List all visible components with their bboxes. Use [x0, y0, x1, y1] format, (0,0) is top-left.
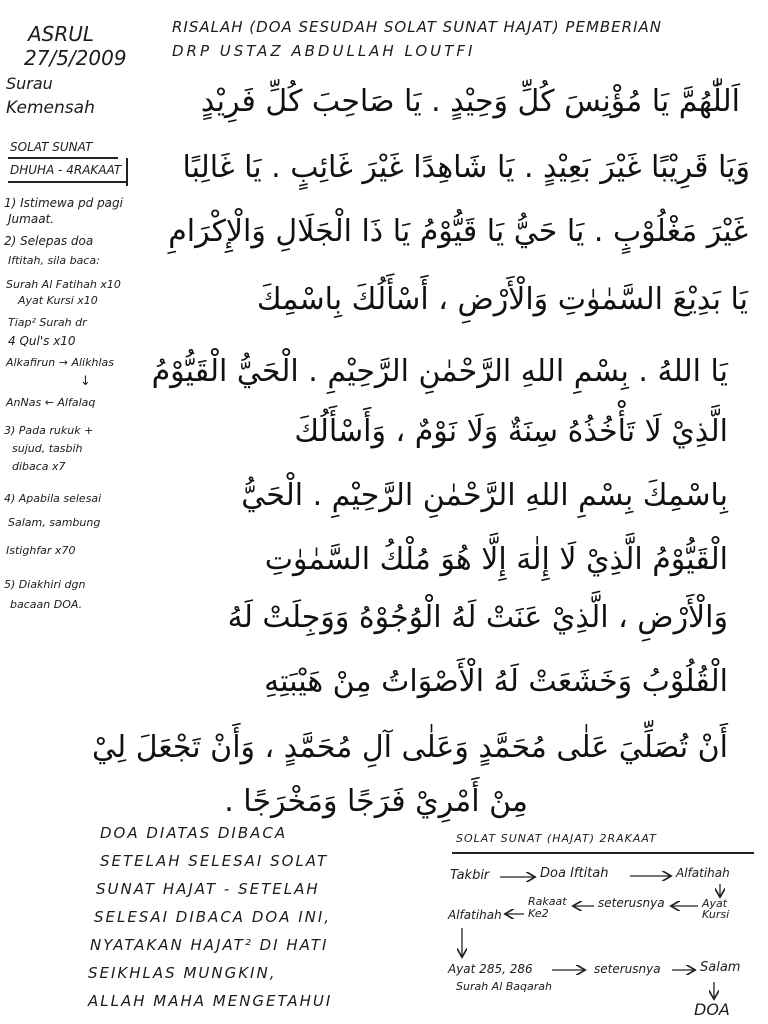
- flow-ayat-285: Ayat 285, 286: [448, 962, 533, 976]
- note-line: Iftitah, sila baca:: [8, 254, 100, 267]
- note-line: AnNas ← Alfalaq: [6, 396, 96, 409]
- location-line1: Surau: [6, 74, 53, 93]
- arabic-line: يَا اللهُ . بِسْمِ اللهِ الرَّحْمٰنِ الرَّحِيْمِ . الْحَيُّ الْقَيُّوْمُ: [151, 354, 728, 389]
- author-name: ASRUL: [28, 22, 95, 46]
- note-line: 5) Diakhiri dgn: [4, 578, 86, 591]
- arabic-line: مِنْ أَمْرِيْ فَرَجًا وَمَخْرَجًا .: [224, 784, 528, 819]
- footer-line: SUNAT HAJAT - SETELAH: [96, 880, 320, 898]
- page-subtitle: DRP USTAZ ABDULLAH LOUTFI: [172, 42, 476, 60]
- note-line: dibaca x7: [12, 460, 66, 473]
- note-line: ↓: [80, 374, 91, 389]
- flow-seterusnya-2: seterusnya: [594, 962, 661, 976]
- footer-line: SETELAH SELESAI SOLAT: [100, 852, 329, 870]
- note-line: Ayat Kursi x10: [18, 294, 98, 307]
- arabic-line: وَيَا قَرِيْبًا غَيْرَ بَعِيْدٍ . يَا شَاهِدًا غَيْرَ غَائِبٍ . يَا غَالِبًا: [182, 150, 750, 185]
- note-line: sujud, tasbih: [12, 442, 83, 455]
- footer-line: ALLAH MAHA MENGETAHUI: [88, 992, 333, 1010]
- note-line: Tiap² Surah dr: [8, 316, 87, 329]
- flow-rakaat-ke2: Rakaat Ke2: [528, 895, 567, 920]
- flow-takbir: Takbir: [450, 868, 490, 883]
- flow-heading: SOLAT SUNAT (HAJAT) 2RAKAAT: [456, 832, 657, 845]
- note-line: Salam, sambung: [8, 516, 101, 529]
- sidebar-heading: SOLAT SUNAT: [10, 140, 93, 154]
- flow-doa: DOA: [694, 1000, 730, 1019]
- flow-ayat-kursi: Ayat Kursi: [702, 897, 730, 921]
- arabic-line: الْقَيُّوْمُ الَّذِيْ لَا إِلٰهَ إِلَّا هُوَ مُلْكُ السَّمٰوٰتِ: [264, 542, 728, 577]
- flow-doa-iftitah: Doa Iftitah: [540, 866, 609, 881]
- footer-line: SELESAI DIBACA DOA INI,: [94, 908, 332, 926]
- footer-line: DOA DIATAS DIBACA: [100, 824, 288, 842]
- note-line: 1) Istimewa pd pagi: [4, 196, 123, 210]
- arabic-line: الَّذِيْ لَا تَأْخُذُهُ سِنَةٌ وَلَا نَوْمٌ ، وَأَسْأَلُكَ: [294, 414, 728, 449]
- date: 27/5/2009: [24, 46, 127, 70]
- note-line: bacaan DOA.: [10, 598, 83, 611]
- flow-alfatihah-top: Alfatihah: [676, 866, 730, 880]
- note-line: Alkafirun → Alikhlas: [6, 356, 114, 369]
- arabic-line: بِاسْمِكَ بِسْمِ اللهِ الرَّحْمٰنِ الرَّحِيْمِ . الْحَيُّ: [241, 478, 728, 513]
- sidebar-subheading: DHUHA - 4RAKAAT: [10, 163, 122, 177]
- flow-alfatihah-left: Alfatihah: [448, 908, 502, 922]
- note-line: 4) Apabila selesai: [4, 492, 102, 505]
- arabic-line: اَللّٰهُمَّ يَا مُؤْنِسَ كُلِّ وَحِيْدٍ . يَا صَاحِبَ كُلِّ فَرِيْدٍ: [200, 84, 740, 119]
- flow-surah-albaqarah: Surah Al Baqarah: [456, 980, 553, 993]
- arabic-line: الْقُلُوْبُ وَخَشَعَتْ لَهُ الْأَصْوَاتُ مِنْ هَيْبَتِهِ: [264, 664, 728, 699]
- arabic-line: وَالْأَرْضِ ، الَّذِيْ عَنَتْ لَهُ الْوُجُوْهُ وَوَجِلَتْ لَهُ: [227, 600, 728, 635]
- footer-line: NYATAKAN HAJAT² DI HATI: [90, 936, 329, 954]
- location-line2: Kemensah: [6, 98, 95, 118]
- flow-seterusnya-1: seterusnya: [598, 896, 665, 910]
- arabic-line: يَا بَدِيْعَ السَّمٰوٰتِ وَالْأَرْضِ ، أَسْأَلُكَ بِاسْمِكَ: [256, 282, 748, 317]
- flow-salam: Salam: [700, 960, 741, 975]
- note-line: Jumaat.: [8, 212, 55, 226]
- footer-line: SEIKHLAS MUNGKIN,: [88, 964, 277, 982]
- arabic-line: غَيْرَ مَغْلُوْبٍ . يَا حَيُّ يَا قَيُّوْمُ يَا ذَا الْجَلَالِ وَالْإِكْرَامِ: [168, 214, 748, 249]
- note-line: 3) Pada rukuk +: [4, 424, 94, 437]
- arabic-line: أَنْ تُصَلِّيَ عَلٰى مُحَمَّدٍ وَعَلٰى آلِ مُحَمَّدٍ ، وَأَنْ تَجْعَلَ لِيْ: [92, 730, 728, 765]
- note-line: 2) Selepas doa: [4, 234, 94, 248]
- page-title: RISALAH (DOA SESUDAH SOLAT SUNAT HAJAT) PEMBERIAN: [172, 18, 662, 36]
- note-line: Surah Al Fatihah x10: [6, 278, 121, 291]
- note-line: 4 Qul's x10: [8, 334, 76, 348]
- note-line: Istighfar x70: [6, 544, 76, 557]
